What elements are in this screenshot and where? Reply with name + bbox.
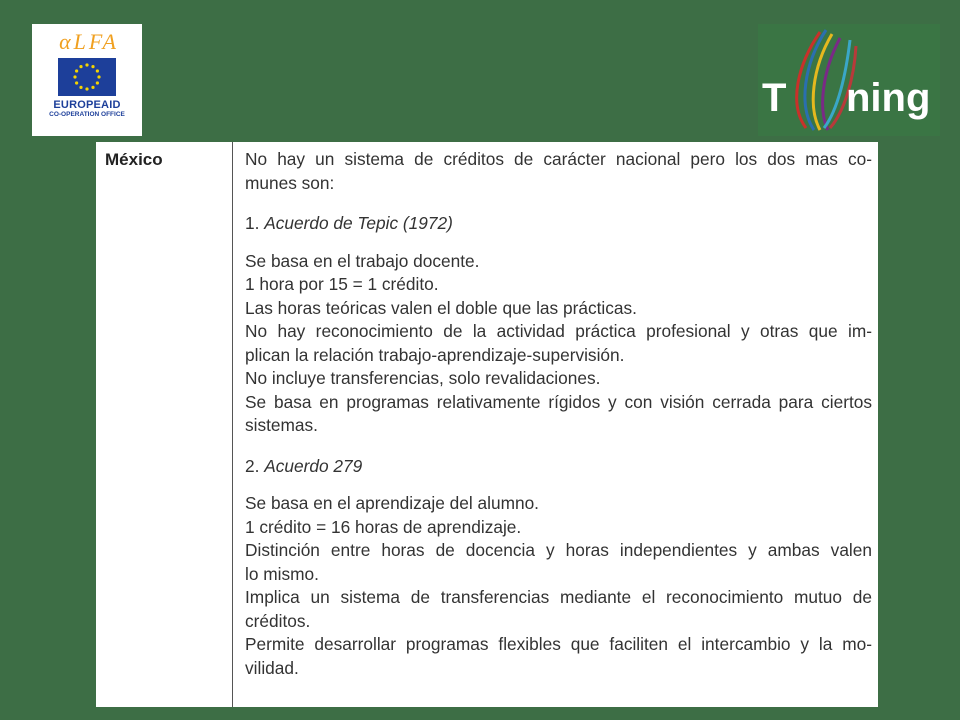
section-number: 2. bbox=[245, 455, 260, 476]
eu-star-icon bbox=[79, 86, 82, 89]
tuning-wordmark-ning: ning bbox=[846, 76, 931, 120]
section-line: plican la relación trabajo-aprendizaje-supervisión. bbox=[245, 344, 625, 365]
eu-star-icon bbox=[73, 75, 76, 78]
description-column bbox=[233, 142, 878, 707]
eu-star-icon bbox=[85, 63, 88, 66]
country-column bbox=[96, 142, 233, 707]
section-title: Acuerdo 279 bbox=[264, 455, 363, 476]
eu-flag-icon bbox=[58, 58, 116, 96]
tuning-letter-t: T bbox=[762, 76, 787, 120]
section-line: Se basa en programas relativamente rígidos y con visión cerrada para ciertos bbox=[245, 391, 872, 412]
section-line: créditos. bbox=[245, 610, 311, 631]
alfa-europeaid-logo bbox=[32, 24, 142, 136]
section-heading bbox=[245, 455, 872, 479]
eu-star-icon bbox=[91, 65, 94, 68]
alfa-wordmark: αLFA bbox=[59, 29, 119, 54]
eu-star-icon bbox=[75, 69, 78, 72]
eu-star-icon bbox=[96, 81, 99, 84]
eu-star-icon bbox=[79, 65, 82, 68]
intro-line: munes son: bbox=[245, 172, 335, 193]
section-line: 1 crédito = 16 horas de aprendizaje. bbox=[245, 516, 522, 537]
section-heading bbox=[245, 212, 872, 236]
eu-star-icon bbox=[91, 86, 94, 89]
section-line: Permite desarrollar programas flexibles que faciliten el intercambio y la mo- bbox=[245, 634, 872, 654]
section-line: No hay reconocimiento de la actividad práctica profesional y otras que im- bbox=[245, 321, 872, 341]
cooperation-office-label: CO-OPERATION OFFICE bbox=[49, 111, 125, 118]
europeaid-label: EUROPEAID bbox=[53, 99, 121, 111]
section-number: 1. bbox=[245, 213, 260, 233]
section-line: 1 hora por 15 = 1 crédito. bbox=[245, 274, 439, 294]
country-credit-table bbox=[96, 142, 878, 707]
section-line: Distinción entre horas de docencia y horas independientes y ambas valen bbox=[245, 540, 872, 560]
section-line: Las horas teóricas valen el doble que las prácticas. bbox=[245, 297, 637, 318]
section-title: Acuerdo de Tepic (1972) bbox=[264, 213, 453, 233]
intro-line: No hay un sistema de créditos de carácter nacional pero los dos mas co- bbox=[245, 149, 872, 169]
section-line: Se basa en el aprendizaje del alumno. bbox=[245, 493, 539, 513]
country-name: México bbox=[105, 150, 163, 169]
section-line: vilidad. bbox=[245, 657, 299, 678]
eu-star-icon bbox=[97, 75, 100, 78]
eu-star-icon bbox=[75, 81, 78, 84]
section-line: Implica un sistema de transferencias mediante el reconocimiento mutuo de bbox=[245, 587, 872, 607]
section-line: No incluye transferencias, solo revalidaciones. bbox=[245, 368, 601, 388]
section-line: lo mismo. bbox=[245, 563, 319, 584]
eu-star-icon bbox=[96, 69, 99, 72]
section-line: Se basa en el trabajo docente. bbox=[245, 250, 480, 271]
section-line: sistemas. bbox=[245, 415, 318, 435]
eu-star-icon bbox=[85, 87, 88, 90]
tuning-logo bbox=[758, 24, 940, 136]
